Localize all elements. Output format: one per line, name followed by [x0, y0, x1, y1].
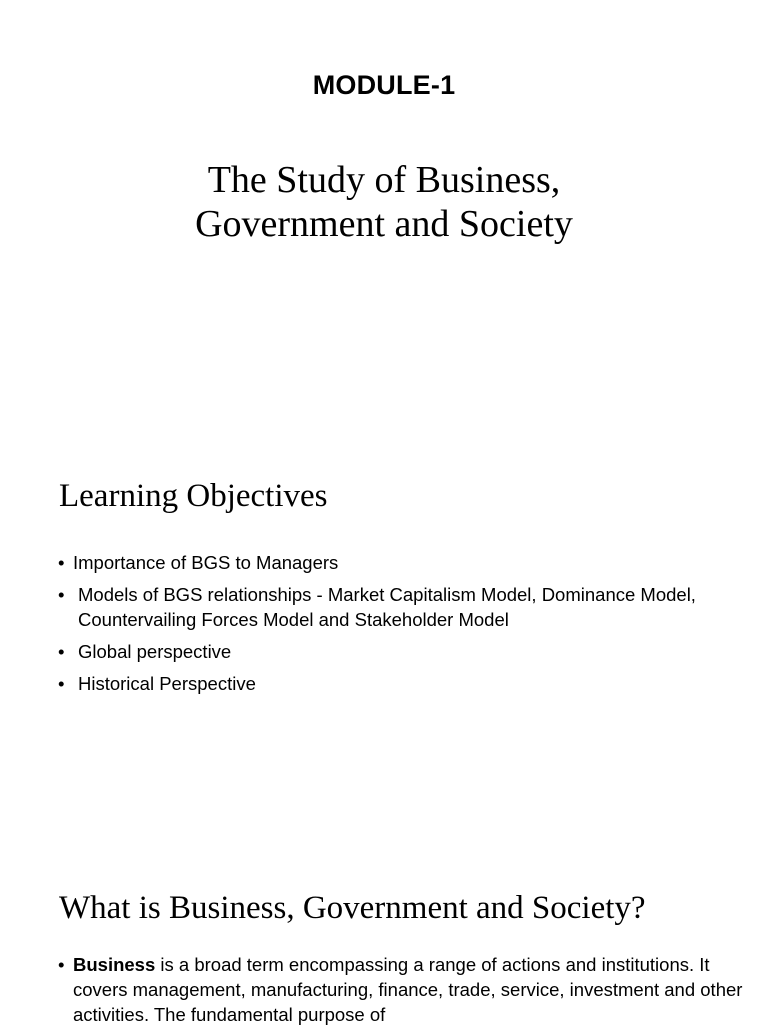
list-item: • Importance of BGS to Managers: [58, 550, 748, 575]
title-line-2: Government and Society: [195, 203, 573, 245]
list-item: • Models of BGS relationships - Market Capitalism Model, Dominance Model, Countervailing Forces Model and Stakeholder Model: [58, 582, 748, 632]
objectives-list: [58, 550, 748, 703]
list-item: • Historical Perspective: [58, 671, 748, 696]
definition-text: is a broad term encompassing a range of actions and institutions. It covers management, manufacturing, finance, trade, service, investment and other activities. The fundamental purpose of: [73, 954, 743, 1025]
title-line-1: The Study of Business,: [207, 159, 561, 201]
slide-title: [0, 0, 768, 430]
term-business: Business: [73, 954, 156, 975]
list-item: [58, 952, 748, 1027]
section-heading: What is Business, Government and Society?: [59, 890, 646, 926]
module-label: MODULE-1: [312, 70, 456, 100]
slide-definition: [0, 850, 768, 1024]
slide-learning-objectives: [0, 430, 768, 850]
definition-list: [58, 952, 748, 1034]
presentation-title: [0, 158, 768, 246]
section-heading: Learning Objectives: [59, 478, 328, 514]
list-item: • Global perspective: [58, 639, 748, 664]
